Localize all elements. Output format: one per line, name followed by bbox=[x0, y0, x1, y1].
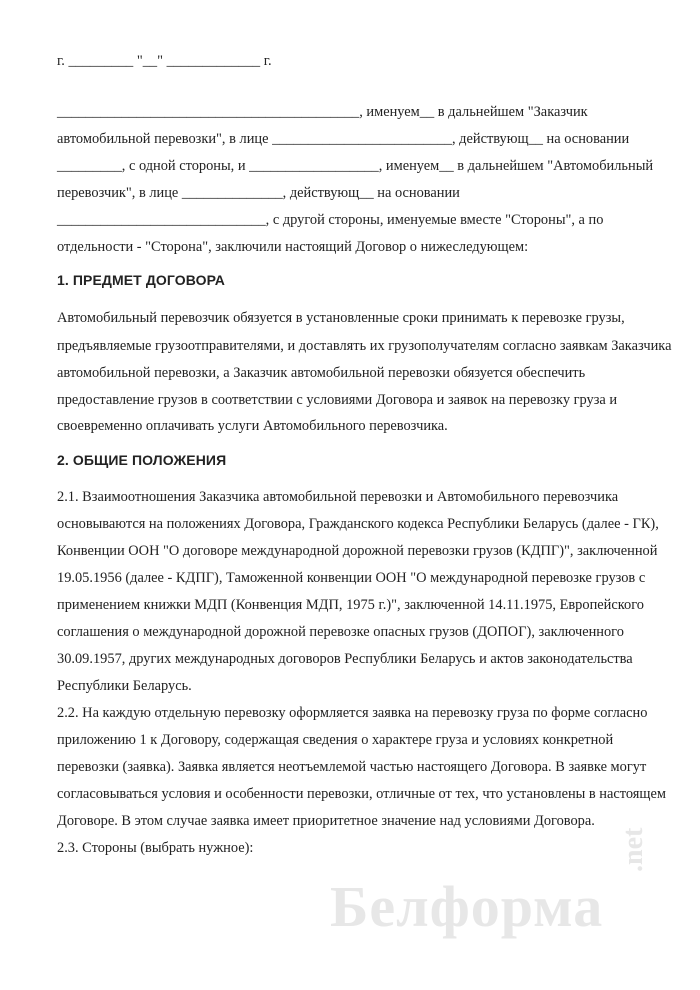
date-line: г. _________ "__" _____________ г. bbox=[57, 53, 272, 69]
clause-2-3-line: 2.3. Стороны (выбрать нужное): bbox=[57, 840, 254, 856]
section-1-line: Автомобильный перевозчик обязуется в установленные сроки принимать к перевозке грузы, bbox=[57, 310, 625, 326]
clause-2-2-line: 2.2. На каждую отдельную перевозку оформляется заявка на перевозку груза по форме согласно bbox=[57, 705, 648, 721]
watermark-suffix: .net bbox=[618, 827, 649, 872]
watermark-logo: Белформа bbox=[330, 874, 604, 939]
preamble-line: __________________________________________, именуем__ в дальнейшем "Заказчик bbox=[57, 104, 588, 120]
section-1-line: автомобильной перевозки, а Заказчик автомобильной перевозки обязуется обеспечить bbox=[57, 365, 586, 381]
preamble-line: автомобильной перевозки", в лице _________________________, действующ__ на основании bbox=[57, 131, 630, 147]
section-1-line: предоставление грузов в соответствии с условиями Договора и заявок на перевозку груза и bbox=[57, 392, 618, 408]
clause-2-2-line: перевозки (заявка). Заявка является неотъемлемой частью настоящего Договора. В заявке могут bbox=[57, 759, 647, 775]
section-2-title: 2. ОБЩИЕ ПОЛОЖЕНИЯ bbox=[57, 452, 227, 468]
preamble-line: перевозчик", в лице ______________, действующ__ на основании bbox=[57, 185, 460, 201]
clause-2-1-line: Республики Беларусь. bbox=[57, 678, 192, 694]
section-1-line: предъявляемые грузоотправителями, и доставлять их грузополучателям согласно заявкам Заказчика bbox=[57, 338, 672, 354]
clause-2-1-line: Конвенции ООН "О договоре международной дорожной перевозки грузов (КДПГ)", заключенной bbox=[57, 543, 658, 559]
preamble-line: _________, с одной стороны, и __________________, именуем__ в дальнейшем "Автомобильный bbox=[57, 158, 654, 174]
preamble-line: _____________________________, с другой стороны, именуемые вместе "Стороны", а по bbox=[57, 212, 604, 228]
preamble-line: отдельности - "Сторона", заключили настоящий Договор о нижеследующем: bbox=[57, 239, 529, 255]
clause-2-1-line: 30.09.1957, других международных договоров Республики Беларусь и актов законодательства bbox=[57, 651, 633, 667]
clause-2-2-line: приложению 1 к Договору, содержащая сведения о характере груза и условиях конкретной bbox=[57, 732, 614, 748]
clause-2-1-line: 19.05.1956 (далее - КДПГ), Таможенной конвенции ООН "О международной перевозке грузов с bbox=[57, 570, 646, 586]
clause-2-1-line: основываются на положениях Договора, Гражданского кодекса Республики Беларусь (далее - ГК), bbox=[57, 516, 659, 532]
clause-2-1-line: применением книжки МДП (Конвенция МДП, 1975 г.)", заключенной 14.11.1975, Европейского bbox=[57, 597, 644, 613]
section-1-line: своевременно оплачивать услуги Автомобильного перевозчика. bbox=[57, 418, 448, 434]
clause-2-2-line: Договоре. В этом случае заявка имеет приоритетное значение над условиями Договора. bbox=[57, 813, 595, 829]
section-1-title: 1. ПРЕДМЕТ ДОГОВОРА bbox=[57, 272, 225, 288]
clause-2-1-line: соглашения о международной дорожной перевозке опасных грузов (ДОПОГ), заключенного bbox=[57, 624, 624, 640]
clause-2-2-line: согласовываться условия и особенности перевозки, отличные от тех, что установлены в настоящем bbox=[57, 786, 667, 802]
clause-2-1-line: 2.1. Взаимоотношения Заказчика автомобильной перевозки и Автомобильного перевозчика bbox=[57, 489, 619, 505]
